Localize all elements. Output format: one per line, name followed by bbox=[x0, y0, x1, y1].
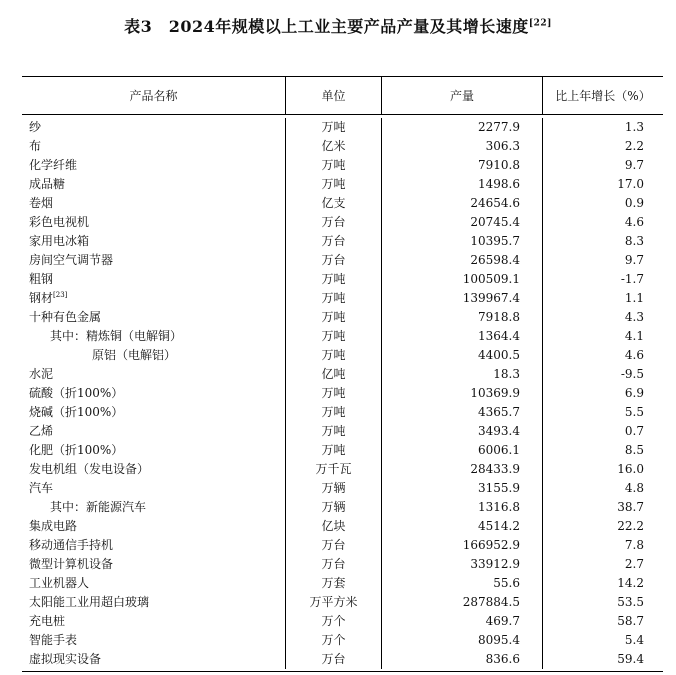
cell-unit-text: 亿支 bbox=[321, 196, 346, 210]
cell-product-name-text: 化学纤维 bbox=[29, 158, 78, 172]
cell-unit-text: 万吨 bbox=[321, 405, 346, 419]
cell-output-text: 7910.8 bbox=[478, 158, 520, 172]
cell-growth bbox=[543, 650, 663, 669]
cell-output-text: 1364.4 bbox=[478, 329, 520, 343]
cell-output-text: 26598.4 bbox=[470, 253, 520, 267]
cell-growth-text: 4.1 bbox=[624, 329, 644, 343]
cell-growth bbox=[543, 289, 663, 308]
table-row bbox=[22, 593, 663, 612]
cell-growth bbox=[543, 517, 663, 536]
cell-unit bbox=[286, 137, 382, 156]
cell-product-name bbox=[22, 175, 286, 194]
table-row bbox=[22, 574, 663, 593]
cell-growth-text: 22.2 bbox=[617, 519, 644, 533]
cell-unit-text: 万台 bbox=[321, 215, 346, 229]
cell-product-name-text: 其中：新能源汽车 bbox=[50, 500, 147, 514]
cell-product-name-text: 虚拟现实设备 bbox=[29, 652, 102, 666]
table-row bbox=[22, 536, 663, 555]
cell-product-name bbox=[22, 308, 286, 327]
cell-product-name bbox=[22, 555, 286, 574]
cell-unit-text: 万吨 bbox=[321, 424, 346, 438]
cell-growth bbox=[543, 631, 663, 650]
table-row bbox=[22, 441, 663, 460]
cell-output bbox=[382, 498, 543, 517]
cell-growth-text: 9.7 bbox=[624, 253, 644, 267]
cell-unit bbox=[286, 574, 382, 593]
cell-product-name-text: 太阳能工业用超白玻璃 bbox=[29, 595, 150, 609]
table-row bbox=[22, 289, 663, 308]
table-row bbox=[22, 232, 663, 251]
cell-unit bbox=[286, 384, 382, 403]
cell-growth-text: 38.7 bbox=[617, 500, 644, 514]
cell-output-text: 20745.4 bbox=[470, 215, 520, 229]
cell-unit-text: 亿块 bbox=[321, 519, 346, 533]
table-row bbox=[22, 460, 663, 479]
cell-output-text: 3493.4 bbox=[478, 424, 520, 438]
cell-product-name-text: 原铝（电解铝） bbox=[92, 348, 177, 362]
cell-unit-text: 万吨 bbox=[321, 348, 346, 362]
cell-output-text: 1498.6 bbox=[478, 177, 520, 191]
cell-output bbox=[382, 194, 543, 213]
cell-output-text: 3155.9 bbox=[478, 481, 520, 495]
table-row bbox=[22, 403, 663, 422]
cell-unit bbox=[286, 593, 382, 612]
cell-unit-text: 万台 bbox=[321, 557, 346, 571]
cell-product-name bbox=[22, 384, 286, 403]
cell-growth-text: -1.7 bbox=[620, 272, 644, 286]
cell-unit bbox=[286, 498, 382, 517]
cell-output bbox=[382, 460, 543, 479]
cell-growth bbox=[543, 251, 663, 270]
header-output: 产量 bbox=[382, 77, 543, 114]
cell-output bbox=[382, 156, 543, 175]
cell-product-name-text: 工业机器人 bbox=[29, 576, 90, 590]
cell-unit bbox=[286, 422, 382, 441]
cell-growth-text: 4.6 bbox=[624, 215, 644, 229]
table-row bbox=[22, 194, 663, 213]
header-product-name: 产品名称 bbox=[22, 77, 286, 114]
cell-growth-text: 0.7 bbox=[624, 424, 644, 438]
cell-unit-text: 万台 bbox=[321, 253, 346, 267]
cell-growth-text: 8.3 bbox=[624, 234, 644, 248]
cell-unit-text: 万辆 bbox=[321, 481, 346, 495]
cell-unit-text: 亿米 bbox=[321, 139, 346, 153]
cell-output-text: 287884.5 bbox=[462, 595, 520, 609]
cell-output bbox=[382, 650, 543, 669]
cell-product-name bbox=[22, 422, 286, 441]
cell-growth bbox=[543, 365, 663, 384]
cell-growth bbox=[543, 213, 663, 232]
cell-output bbox=[382, 631, 543, 650]
cell-unit-text: 万吨 bbox=[321, 158, 346, 172]
cell-growth-text: 17.0 bbox=[617, 177, 644, 191]
cell-output-text: 4365.7 bbox=[478, 405, 520, 419]
table-header bbox=[22, 77, 663, 115]
cell-output bbox=[382, 441, 543, 460]
cell-unit bbox=[286, 536, 382, 555]
cell-growth-text: 1.3 bbox=[624, 120, 644, 134]
cell-growth bbox=[543, 137, 663, 156]
cell-output-text: 139967.4 bbox=[462, 291, 520, 305]
cell-unit bbox=[286, 213, 382, 232]
cell-output bbox=[382, 384, 543, 403]
cell-growth-text: -9.5 bbox=[620, 367, 644, 381]
cell-product-name bbox=[22, 232, 286, 251]
cell-unit-text: 万吨 bbox=[321, 291, 346, 305]
cell-unit-text: 万台 bbox=[321, 652, 346, 666]
cell-unit bbox=[286, 194, 382, 213]
cell-output bbox=[382, 422, 543, 441]
cell-unit-text: 万套 bbox=[321, 576, 346, 590]
cell-output bbox=[382, 270, 543, 289]
cell-unit-text: 万台 bbox=[321, 538, 346, 552]
cell-unit bbox=[286, 479, 382, 498]
cell-product-name bbox=[22, 118, 286, 137]
cell-growth-text: 58.7 bbox=[617, 614, 644, 628]
cell-growth-text: 2.2 bbox=[624, 139, 644, 153]
cell-product-name bbox=[22, 346, 286, 365]
cell-unit bbox=[286, 631, 382, 650]
cell-output bbox=[382, 289, 543, 308]
cell-growth-text: 2.7 bbox=[624, 557, 644, 571]
table-row bbox=[22, 612, 663, 631]
cell-output bbox=[382, 365, 543, 384]
cell-unit bbox=[286, 327, 382, 346]
cell-product-name-text: 烧碱（折100%） bbox=[29, 405, 124, 419]
cell-output bbox=[382, 118, 543, 137]
cell-growth bbox=[543, 479, 663, 498]
table-row bbox=[22, 327, 663, 346]
cell-growth bbox=[543, 593, 663, 612]
cell-unit-text: 万吨 bbox=[321, 272, 346, 286]
cell-output bbox=[382, 308, 543, 327]
cell-output bbox=[382, 517, 543, 536]
cell-unit bbox=[286, 650, 382, 669]
table-row bbox=[22, 422, 663, 441]
cell-output-text: 4400.5 bbox=[478, 348, 520, 362]
cell-output-text: 10369.9 bbox=[470, 386, 520, 400]
cell-output-text: 8095.4 bbox=[478, 633, 520, 647]
cell-unit-text: 万个 bbox=[321, 614, 346, 628]
cell-growth-text: 0.9 bbox=[624, 196, 644, 210]
cell-growth-text: 9.7 bbox=[624, 158, 644, 172]
cell-unit-text: 万千瓦 bbox=[315, 462, 352, 476]
table-title bbox=[0, 14, 676, 37]
cell-unit bbox=[286, 346, 382, 365]
cell-unit bbox=[286, 365, 382, 384]
cell-output-text: 100509.1 bbox=[462, 272, 520, 286]
cell-output bbox=[382, 479, 543, 498]
cell-product-name bbox=[22, 156, 286, 175]
cell-growth bbox=[543, 118, 663, 137]
cell-unit bbox=[286, 612, 382, 631]
cell-product-name bbox=[22, 631, 286, 650]
cell-product-name-text: 成品糖 bbox=[29, 177, 66, 191]
cell-growth bbox=[543, 422, 663, 441]
cell-product-name bbox=[22, 194, 286, 213]
cell-growth-text: 1.1 bbox=[624, 291, 644, 305]
cell-output-text: 7918.8 bbox=[478, 310, 520, 324]
cell-output-text: 469.7 bbox=[485, 614, 520, 628]
cell-growth bbox=[543, 498, 663, 517]
cell-product-name bbox=[22, 479, 286, 498]
cell-output-text: 1316.8 bbox=[478, 500, 520, 514]
cell-unit bbox=[286, 555, 382, 574]
cell-unit bbox=[286, 156, 382, 175]
cell-product-name bbox=[22, 536, 286, 555]
table-row bbox=[22, 365, 663, 384]
table-row bbox=[22, 175, 663, 194]
cell-growth-text: 5.4 bbox=[624, 633, 644, 647]
table-row bbox=[22, 270, 663, 289]
cell-growth bbox=[543, 156, 663, 175]
table-title-text: 表3 2024年规模以上工业主要产品产量及其增长速度 bbox=[124, 17, 529, 36]
cell-growth-text: 7.8 bbox=[624, 538, 644, 552]
cell-product-name bbox=[22, 213, 286, 232]
cell-growth-text: 16.0 bbox=[617, 462, 644, 476]
cell-growth bbox=[543, 536, 663, 555]
header-unit: 单位 bbox=[286, 77, 382, 114]
cell-product-name-text: 卷烟 bbox=[29, 196, 54, 210]
cell-output-text: 2277.9 bbox=[478, 120, 520, 134]
cell-growth bbox=[543, 403, 663, 422]
table-row bbox=[22, 251, 663, 270]
table-row bbox=[22, 213, 663, 232]
cell-product-name bbox=[22, 517, 286, 536]
table-row bbox=[22, 631, 663, 650]
cell-product-name-text: 粗钢 bbox=[29, 272, 54, 286]
cell-product-name bbox=[22, 574, 286, 593]
cell-product-name-text: 水泥 bbox=[29, 367, 54, 381]
cell-output bbox=[382, 555, 543, 574]
cell-unit bbox=[286, 270, 382, 289]
cell-unit-text: 万辆 bbox=[321, 500, 346, 514]
table-row bbox=[22, 308, 663, 327]
cell-product-name bbox=[22, 498, 286, 517]
cell-product-name bbox=[22, 441, 286, 460]
cell-product-name bbox=[22, 137, 286, 156]
cell-product-name-text: 发电机组（发电设备） bbox=[29, 462, 150, 476]
cell-output-text: 6006.1 bbox=[478, 443, 520, 457]
cell-unit bbox=[286, 403, 382, 422]
cell-unit-text: 万吨 bbox=[321, 310, 346, 324]
cell-product-name-text: 家用电冰箱 bbox=[29, 234, 90, 248]
cell-output-text: 166952.9 bbox=[462, 538, 520, 552]
cell-output bbox=[382, 403, 543, 422]
cell-product-name-text: 其中：精炼铜（电解铜） bbox=[50, 329, 183, 343]
cell-growth bbox=[543, 441, 663, 460]
cell-product-name bbox=[22, 251, 286, 270]
cell-product-name bbox=[22, 403, 286, 422]
cell-unit bbox=[286, 175, 382, 194]
cell-growth-text: 4.3 bbox=[624, 310, 644, 324]
cell-growth bbox=[543, 460, 663, 479]
cell-unit bbox=[286, 289, 382, 308]
cell-output bbox=[382, 175, 543, 194]
cell-unit-text: 万吨 bbox=[321, 177, 346, 191]
cell-output-text: 33912.9 bbox=[470, 557, 520, 571]
table-row bbox=[22, 384, 663, 403]
cell-growth bbox=[543, 555, 663, 574]
cell-product-name-text: 集成电路 bbox=[29, 519, 78, 533]
cell-unit bbox=[286, 308, 382, 327]
table-row bbox=[22, 346, 663, 365]
cell-growth-text: 8.5 bbox=[624, 443, 644, 457]
cell-output bbox=[382, 137, 543, 156]
cell-product-name bbox=[22, 365, 286, 384]
table-row bbox=[22, 479, 663, 498]
cell-output bbox=[382, 612, 543, 631]
cell-product-name bbox=[22, 327, 286, 346]
cell-product-name-text: 乙烯 bbox=[29, 424, 54, 438]
cell-product-name-text: 钢材 bbox=[29, 291, 54, 305]
cell-growth bbox=[543, 270, 663, 289]
cell-output bbox=[382, 213, 543, 232]
table-row bbox=[22, 517, 663, 536]
cell-growth bbox=[543, 308, 663, 327]
cell-product-name-text: 汽车 bbox=[29, 481, 54, 495]
table-row bbox=[22, 118, 663, 137]
cell-unit bbox=[286, 232, 382, 251]
cell-product-name-text: 十种有色金属 bbox=[29, 310, 102, 324]
cell-output-text: 24654.6 bbox=[470, 196, 520, 210]
cell-growth bbox=[543, 175, 663, 194]
cell-unit-text: 亿吨 bbox=[321, 367, 346, 381]
cell-growth bbox=[543, 232, 663, 251]
cell-output bbox=[382, 232, 543, 251]
cell-growth-text: 14.2 bbox=[617, 576, 644, 590]
cell-output bbox=[382, 251, 543, 270]
cell-product-name-text: 硫酸（折100%） bbox=[29, 386, 124, 400]
cell-output bbox=[382, 574, 543, 593]
cell-output bbox=[382, 536, 543, 555]
cell-unit-text: 万台 bbox=[321, 234, 346, 248]
cell-output-text: 10395.7 bbox=[470, 234, 520, 248]
cell-unit bbox=[286, 251, 382, 270]
cell-product-name-text: 彩色电视机 bbox=[29, 215, 90, 229]
cell-growth-text: 4.8 bbox=[624, 481, 644, 495]
table-row bbox=[22, 137, 663, 156]
cell-output-text: 4514.2 bbox=[478, 519, 520, 533]
cell-unit bbox=[286, 118, 382, 137]
cell-product-name bbox=[22, 270, 286, 289]
cell-product-name-text: 布 bbox=[29, 139, 42, 153]
cell-product-name bbox=[22, 460, 286, 479]
cell-growth bbox=[543, 384, 663, 403]
cell-growth bbox=[543, 574, 663, 593]
cell-unit-text: 万吨 bbox=[321, 386, 346, 400]
cell-product-name-text: 纱 bbox=[29, 120, 42, 134]
production-table bbox=[22, 76, 663, 672]
cell-unit-text: 万吨 bbox=[321, 120, 346, 134]
cell-product-name bbox=[22, 593, 286, 612]
cell-product-name-text: 智能手表 bbox=[29, 633, 78, 647]
cell-growth-text: 53.5 bbox=[617, 595, 644, 609]
cell-product-name-text: 化肥（折100%） bbox=[29, 443, 124, 457]
cell-output bbox=[382, 327, 543, 346]
cell-product-name-text: 微型计算机设备 bbox=[29, 557, 114, 571]
cell-product-name bbox=[22, 650, 286, 669]
cell-output-text: 18.3 bbox=[493, 367, 520, 381]
title-footnote-ref: [22] bbox=[528, 18, 552, 29]
cell-unit bbox=[286, 441, 382, 460]
table-row bbox=[22, 498, 663, 517]
cell-unit-text: 万吨 bbox=[321, 443, 346, 457]
cell-growth-text: 6.9 bbox=[624, 386, 644, 400]
cell-output-text: 306.3 bbox=[485, 139, 520, 153]
cell-product-name-text: 充电桩 bbox=[29, 614, 66, 628]
header-growth: 比上年增长（%） bbox=[555, 89, 651, 103]
cell-growth-text: 59.4 bbox=[617, 652, 644, 666]
cell-output-text: 836.6 bbox=[485, 652, 520, 666]
cell-growth bbox=[543, 612, 663, 631]
cell-growth-text: 4.6 bbox=[624, 348, 644, 362]
table-row bbox=[22, 650, 663, 669]
cell-output-text: 55.6 bbox=[493, 576, 520, 590]
footnote-ref: [23] bbox=[53, 291, 68, 299]
cell-unit-text: 万个 bbox=[321, 633, 346, 647]
cell-unit-text: 万平方米 bbox=[309, 595, 358, 609]
table-row bbox=[22, 156, 663, 175]
cell-product-name bbox=[22, 289, 286, 308]
cell-output bbox=[382, 346, 543, 365]
table-row bbox=[22, 555, 663, 574]
cell-growth bbox=[543, 346, 663, 365]
cell-output bbox=[382, 593, 543, 612]
cell-growth-text: 5.5 bbox=[624, 405, 644, 419]
cell-product-name-text: 移动通信手持机 bbox=[29, 538, 114, 552]
cell-unit-text: 万吨 bbox=[321, 329, 346, 343]
table-body bbox=[22, 115, 663, 671]
cell-output-text: 28433.9 bbox=[470, 462, 520, 476]
cell-unit bbox=[286, 517, 382, 536]
cell-growth bbox=[543, 327, 663, 346]
cell-product-name bbox=[22, 612, 286, 631]
cell-growth bbox=[543, 194, 663, 213]
cell-unit bbox=[286, 460, 382, 479]
cell-product-name-text: 房间空气调节器 bbox=[29, 253, 114, 267]
